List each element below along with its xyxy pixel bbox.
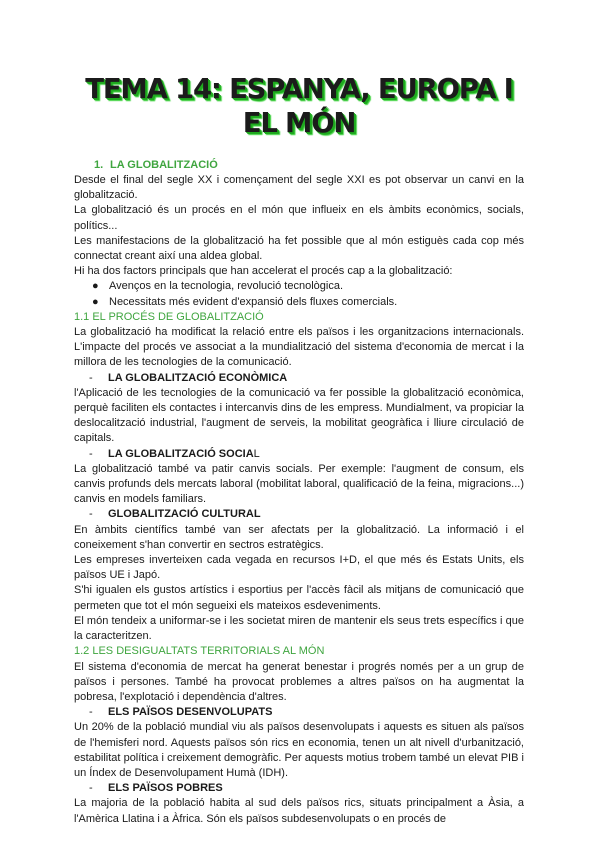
paragraph: Les empreses inverteixen cada vegada en recursos I+D, el que més és Estats Units, els països UE i Japó.: [74, 554, 524, 582]
subheading-text: ELS PAÏSOS POBRES: [108, 782, 223, 795]
paragraph: En àmbits científics també van ser afectats per la globalització. La informació i el coneixement s'han convertir en sectros estratègics.: [74, 523, 524, 551]
subheading-text: GLOBALITZACIÓ CULTURAL: [108, 508, 261, 521]
paragraph: La globalització és un procés en el món que influeix en els àmbits econòmics, socials, polítics...: [74, 204, 524, 232]
list-item-text: Necessitats més evident d'expansió dels fluxes comercials.: [109, 295, 398, 308]
bullet-icon: ●: [92, 295, 99, 308]
page-title: TEMA 14: ESPANYA, EUROPA I EL MÓN: [85, 73, 513, 139]
paragraph: Desde el final del segle XX i començament del segle XXI es pot observar un canvi en la globalització.: [74, 174, 524, 202]
paragraph: Les manifestacions de la globalització ha fet possible que al món estiguès cada cop més connectat creant així una aldea global.: [74, 234, 524, 263]
section-1-2-heading: 1.2 LES DESIGUALTATS TERRITORIALS AL MÓN: [74, 645, 325, 658]
section-1-1-heading: 1.1 EL PROCÉS DE GLOBALITZACIÓ: [74, 310, 264, 323]
paragraph: La globalització ha modificat la relació entre els països i les organitzacions internacionals. L'impacte del procés ve associat a la mundialització del sistema d'economia de mercat i la millora de les tecnologies de la comunicació.: [74, 326, 524, 369]
factors-list: [74, 279, 524, 309]
subheading-text: LA GLOBALITZACIÓ ECONÒMICA: [108, 371, 288, 384]
paragraph: La majoria de la població habita al sud dels països rics, situats principalment a Àsia, a l'Amèrica Llatina i a Àfrica. Són els països subdesenvolupats o en procés de: [74, 797, 524, 825]
section-1-heading-text: LA GLOBALITZACIÓ: [110, 159, 218, 171]
paragraph: La globalització també va patir canvis socials. Per exemple: l'augment de consum, els canvis profunds dels mercats laboral (mobilitat laboral, qualificació de la feina, migracions...) canvis en models familiars.: [74, 462, 524, 506]
paragraph: El sistema d'economia de mercat ha generat benestar i progrés només per a un grup de països i persones. També ha provocat problemes a altres països on ha augmentat la pobresa, l'explotació i dependència d'altres.: [74, 660, 524, 703]
paragraph: l'Aplicació de les tecnologies de la comunicació va fer possible la globalització econòmica, perquè faciliten els contactes i intercanvis dins de les empress. Mundialment, va propiciar la deslocalització industrial, l'augment de serveis, la mobilitat geogràfica i lliure circulació de capitals.: [74, 386, 524, 445]
section-1-heading: [74, 158, 524, 173]
subheading-cultural: [74, 507, 524, 522]
dash-marker: -: [89, 782, 93, 795]
dash-marker: -: [89, 371, 93, 384]
bullet-icon: ●: [92, 280, 99, 293]
subheading-economic: [74, 371, 524, 386]
paragraph: S'hi igualen els gustos artístics i esportius per l'accès fàcil als mitjans de comunicació que permeten que tot el món segueixi els mateixos esdeveniments.: [74, 584, 524, 612]
subheading-text: ELS PAÏSOS DESENVOLUPATS: [108, 706, 273, 719]
list-item-text: Avenços en la tecnologia, revolució tecnològica.: [109, 280, 344, 293]
subheading-text: LA GLOBALITZACIÓ SOCIA: [108, 447, 254, 460]
subheading-social: [74, 447, 524, 462]
dash-marker: -: [89, 447, 93, 460]
paragraph: Un 20% de la població mundial viu als països desenvolupats i aquests es situen als països de l'hemisferi nord. Aquests països són rics en economia, tenen un alt nivell d'urbanització, estabilitat política i creixement demogràfic. Per aquests motius trobem també un elevat PIB i un Índex de Desenvolupament Humà (IDH).: [74, 721, 524, 779]
list-item: [92, 295, 524, 310]
subheading-developed: [74, 705, 524, 720]
paragraph: Hi ha dos factors principals que han accelerat el procés cap a la globalització:: [74, 265, 453, 278]
subheading-poor: [74, 781, 524, 796]
dash-marker: -: [89, 706, 93, 719]
dash-marker: -: [89, 508, 93, 521]
section-1-number: 1.: [94, 159, 104, 171]
paragraph: El món tendeix a uniformar-se i les societat miren de mantenir els seus trets específics i que la caracteritzen.: [74, 614, 524, 643]
subheading-text-tail: L: [253, 447, 260, 460]
list-item: [92, 279, 524, 294]
